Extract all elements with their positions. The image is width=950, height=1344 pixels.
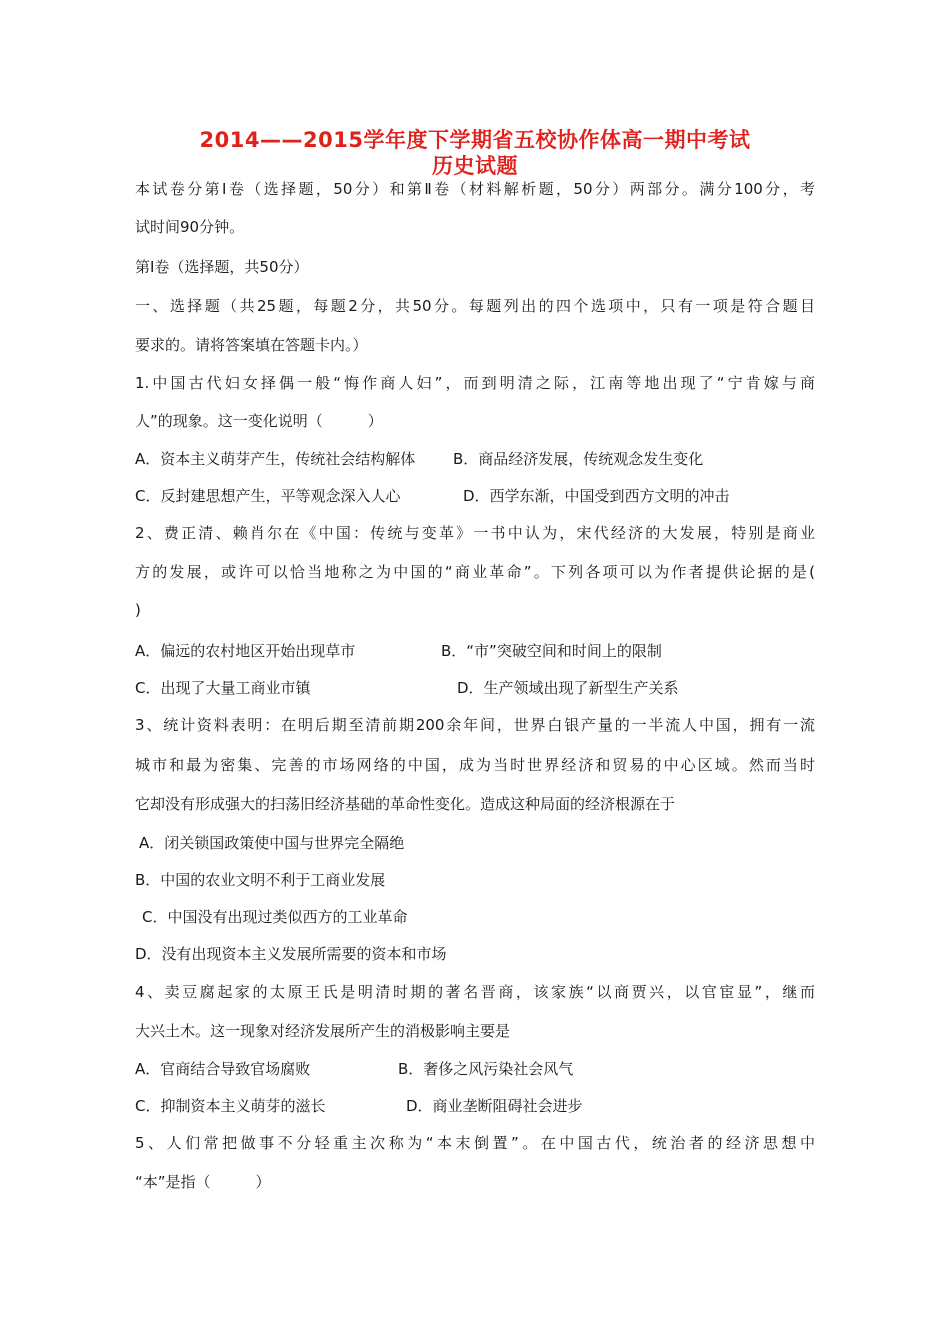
question-4-option-d: D．商业垄断阻碍社会进步: [406, 1097, 583, 1115]
exam-title: 2014——2015学年度下学期省五校协作体高一期中考试: [199, 128, 751, 152]
question-5-line-1: 5、人们常把做事不分轻重主次称为“本末倒置”。在中国古代，统治者的经济思想中: [135, 1134, 815, 1152]
question-1-option-b: B．商品经济发展，传统观念发生变化: [453, 450, 704, 468]
section-instructions-line-2: 要求的。请将答案填在答题卡内。）: [135, 336, 368, 354]
question-2-line-1: 2、费正清、赖肖尔在《中国：传统与变革》一书中认为，宋代经济的大发展，特别是商业: [135, 524, 815, 542]
question-2-option-d: D．生产领域出现了新型生产关系: [457, 679, 679, 697]
question-3-option-a: A．闭关锁国政策使中国与世界完全隔绝: [139, 834, 405, 852]
question-2-option-b: B．“市”突破空间和时间上的限制: [441, 642, 662, 660]
question-5-line-2: “本”是指（ ）: [135, 1173, 271, 1191]
question-1-line-1: 1.中国古代妇女择偶一般“悔作商人妇”，而到明清之际，江南等地出现了“宁肯嫁与商: [135, 374, 815, 392]
part1-heading: 第Ⅰ卷（选择题，共50分）: [135, 258, 309, 276]
question-3-line-1: 3、统计资料表明：在明后期至清前期200余年间，世界白银产量的一半流人中国，拥有一流: [135, 716, 815, 734]
question-4-line-2: 大兴土木。这一现象对经济发展所产生的消极影响主要是: [135, 1022, 511, 1040]
question-3-option-d: D．没有出现资本主义发展所需要的资本和市场: [135, 945, 447, 963]
question-1-line-2: 人”的现象。这一变化说明（ ）: [135, 412, 383, 430]
question-2-option-a: A．偏远的农村地区开始出现草市: [135, 642, 356, 660]
question-3-option-b: B．中国的农业文明不利于工商业发展: [135, 871, 386, 889]
exam-subtitle: 历史试题: [432, 154, 518, 178]
question-4-line-1: 4、卖豆腐起家的太原王氏是明清时期的著名晋商，该家族“以商贾兴，以官宦显”，继而: [135, 983, 815, 1001]
question-1-option-c: C．反封建思想产生，平等观念深入人心: [135, 487, 401, 505]
question-2-line-2: 方的发展，或许可以恰当地称之为中国的“商业革命”。下列各项可以为作者提供论据的是(: [135, 563, 815, 581]
question-4-option-a: A．官商结合导致官场腐败: [135, 1060, 311, 1078]
question-2-option-c: C．出现了大量工商业市镇: [135, 679, 311, 697]
intro-line-1: 本试卷分第Ⅰ卷（选择题，50分）和第Ⅱ卷（材料解析题，50分）两部分。满分100分，考: [135, 180, 815, 198]
section-instructions-line-1: 一、选择题（共25题，每题2分，共50分。每题列出的四个选项中，只有一项是符合题目: [135, 297, 815, 315]
question-3-line-2: 城市和最为密集、完善的市场网络的中国，成为当时世界经济和贸易的中心区域。然而当时: [135, 756, 815, 774]
question-1-option-d: D．西学东渐，中国受到西方文明的冲击: [463, 487, 730, 505]
question-4-option-b: B．奢侈之风污染社会风气: [398, 1060, 574, 1078]
question-3-line-3: 它却没有形成强大的扫荡旧经济基础的革命性变化。造成这种局面的经济根源在于: [135, 795, 676, 813]
question-3-option-c: C．中国没有出现过类似西方的工业革命: [142, 908, 408, 926]
intro-line-2: 试时间90分钟。: [135, 218, 245, 236]
question-4-option-c: C．抑制资本主义萌芽的滋长: [135, 1097, 326, 1115]
question-1-option-a: A．资本主义萌芽产生，传统社会结构解体: [135, 450, 416, 468]
question-2-line-3: ): [135, 601, 141, 619]
